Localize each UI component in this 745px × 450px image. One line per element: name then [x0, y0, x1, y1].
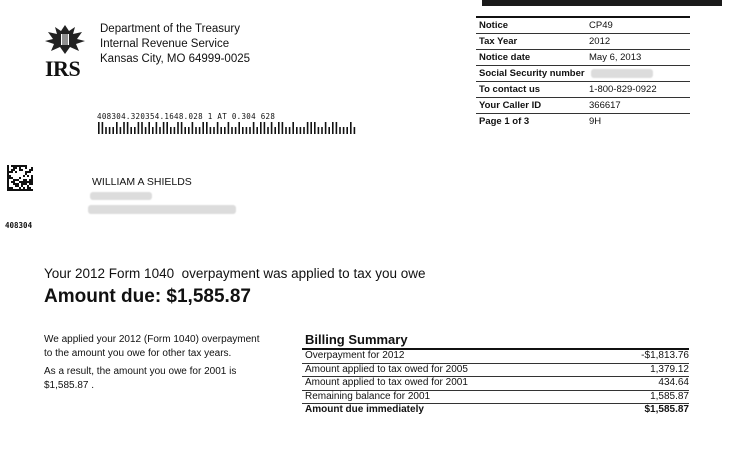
- matrix-cell: [11, 165, 13, 167]
- matrix-cell: [31, 189, 33, 191]
- matrix-cell: [27, 171, 29, 173]
- notice-info-row: [476, 98, 690, 114]
- billing-summary-title: Billing Summary: [302, 331, 689, 350]
- agency-line-3: Kansas City, MO 64999-0025: [100, 53, 251, 65]
- matrix-cell: [11, 171, 13, 173]
- barcode-bar: [159, 127, 161, 134]
- explanation-text: [44, 333, 269, 397]
- matrix-cell: [15, 165, 17, 167]
- barcode-bar: [109, 127, 111, 134]
- notice-headline: Your 2012 Form 1040 overpayment was applied to tax you owe: [44, 266, 426, 281]
- matrix-cell: [27, 181, 29, 183]
- barcode-bar: [98, 122, 100, 134]
- matrix-cell: [23, 187, 25, 189]
- matrix-cell: [7, 187, 9, 189]
- matrix-cell: [27, 187, 29, 189]
- billing-summary: [302, 331, 689, 417]
- matrix-cell: [29, 183, 31, 185]
- matrix-cell: [7, 175, 9, 177]
- notice-info-row: [476, 34, 690, 50]
- barcode-bar: [123, 122, 125, 134]
- barcode-bar: [285, 127, 287, 134]
- matrix-cell: [11, 169, 13, 171]
- matrix-cell: [25, 167, 27, 169]
- matrix-cell: [19, 189, 21, 191]
- matrix-cell: [29, 171, 31, 173]
- matrix-cell: [17, 179, 19, 181]
- notice-info-label: Notice date: [479, 52, 531, 63]
- notice-info-row: [476, 66, 690, 82]
- barcode-bar: [127, 122, 129, 134]
- barcode-bar: [192, 122, 194, 134]
- matrix-cell: [9, 177, 11, 179]
- matrix-cell: [7, 185, 9, 187]
- barcode-bar: [346, 127, 348, 134]
- matrix-cell: [17, 189, 19, 191]
- barcode-bar: [116, 122, 118, 134]
- matrix-cell: [17, 185, 19, 187]
- redacted-address-line-1: [90, 192, 152, 200]
- barcode-bar: [307, 122, 309, 134]
- notice-info-label: To contact us: [479, 84, 541, 95]
- barcode-bar: [310, 122, 312, 134]
- matrix-cell: [7, 167, 9, 169]
- side-reference-number: 408304: [5, 221, 33, 230]
- eagle-seal-icon: [42, 22, 88, 56]
- billing-row-label: Overpayment for 2012: [305, 350, 405, 361]
- billing-row-amount: 434.64: [658, 377, 689, 388]
- matrix-cell: [7, 179, 9, 181]
- matrix-cell: [31, 167, 33, 169]
- agency-line-2: Internal Revenue Service: [100, 38, 230, 50]
- matrix-cell: [31, 175, 33, 177]
- notice-info-value: 1-800-829-0922: [589, 84, 657, 95]
- billing-row: [302, 391, 689, 405]
- barcode-bar: [282, 122, 284, 134]
- matrix-cell: [9, 189, 11, 191]
- billing-row: [302, 364, 689, 378]
- barcode-bar: [181, 122, 183, 134]
- notice-info-label: Notice: [479, 20, 509, 31]
- matrix-cell: [25, 171, 27, 173]
- barcode-bar: [220, 127, 222, 134]
- barcode-bar: [350, 122, 352, 134]
- notice-info-value: May 6, 2013: [589, 52, 642, 63]
- matrix-cell: [23, 189, 25, 191]
- notice-info-label: Your Caller ID: [479, 100, 542, 111]
- matrix-cell: [31, 181, 33, 183]
- barcode-bar: [260, 122, 262, 134]
- notice-info-table: [476, 16, 690, 129]
- barcode-bar: [289, 127, 291, 134]
- matrix-cell: [25, 181, 27, 183]
- matrix-cell: [11, 177, 13, 179]
- barcode-bar: [231, 127, 233, 134]
- barcode-bar: [145, 127, 147, 134]
- matrix-cell: [15, 185, 17, 187]
- matrix-cell: [7, 189, 9, 191]
- barcode-bar: [274, 127, 276, 134]
- matrix-cell: [23, 175, 25, 177]
- barcode-number: 408304.320354.1648.028 1 AT 0.304 628: [97, 112, 276, 121]
- matrix-cell: [7, 165, 9, 167]
- barcode-bar: [321, 127, 323, 134]
- barcode-bar: [343, 127, 345, 134]
- matrix-cell: [31, 177, 33, 179]
- logo-text: IRS: [45, 56, 81, 81]
- barcode-bar: [314, 122, 316, 134]
- matrix-cell: [13, 167, 15, 169]
- matrix-cell: [29, 169, 31, 171]
- barcode-bar: [141, 122, 143, 134]
- barcode-bar: [303, 127, 305, 134]
- matrix-cell: [31, 183, 33, 185]
- billing-row: [302, 350, 689, 364]
- matrix-cell: [13, 181, 15, 183]
- barcode-bar: [242, 127, 244, 134]
- matrix-cell: [15, 171, 17, 173]
- barcode-bar: [238, 122, 240, 134]
- matrix-cell: [9, 175, 11, 177]
- notice-info-value: CP49: [589, 20, 613, 31]
- matrix-cell: [13, 165, 15, 167]
- matrix-cell: [17, 183, 19, 185]
- matrix-cell: [15, 167, 17, 169]
- matrix-cell: [21, 183, 23, 185]
- notice-info-row: [476, 50, 690, 66]
- matrix-cell: [23, 179, 25, 181]
- notice-info-value: 366617: [589, 100, 621, 111]
- matrix-cell: [25, 189, 27, 191]
- barcode-bar: [224, 127, 226, 134]
- barcode-bar: [235, 127, 237, 134]
- barcode-bar: [184, 127, 186, 134]
- barcode-bar: [296, 127, 298, 134]
- barcode-bar: [300, 127, 302, 134]
- billing-row-amount: 1,379.12: [650, 363, 689, 375]
- billing-row: [302, 377, 689, 391]
- barcode-bar: [339, 127, 341, 134]
- barcode-bar: [336, 122, 338, 134]
- redacted-address-line-2: [88, 205, 236, 214]
- irs-logo: [42, 22, 88, 81]
- matrix-cell: [7, 183, 9, 185]
- matrix-cell: [19, 181, 21, 183]
- barcode-bar: [264, 122, 266, 134]
- barcode-bar: [271, 122, 273, 134]
- agency-line-1: Department of the Treasury: [100, 23, 240, 35]
- matrix-cell: [31, 169, 33, 171]
- matrix-cell: [29, 179, 31, 181]
- barcode-bar: [217, 122, 219, 134]
- barcode-bar: [246, 127, 248, 134]
- matrix-cell: [7, 181, 9, 183]
- matrix-cell: [7, 173, 9, 175]
- redacted-ssn: [591, 69, 653, 78]
- matrix-cell: [25, 165, 27, 167]
- billing-total-row: [302, 404, 689, 417]
- matrix-cell: [21, 165, 23, 167]
- matrix-cell: [25, 173, 27, 175]
- barcode-bar: [210, 127, 212, 134]
- barcode-bar: [325, 122, 327, 134]
- postal-barcode: [97, 122, 359, 134]
- matrix-cell: [7, 177, 9, 179]
- barcode-bar: [199, 127, 201, 134]
- barcode-bar: [156, 122, 158, 134]
- notice-info-label: Tax Year: [479, 36, 518, 47]
- barcode-bar: [177, 122, 179, 134]
- matrix-cell: [27, 185, 29, 187]
- notice-info-label: Page 1 of 3: [479, 116, 530, 127]
- notice-info-value: 2012: [589, 36, 611, 47]
- barcode-bar: [332, 122, 334, 134]
- recipient-name: WILLIAM A SHIELDS: [92, 176, 192, 188]
- matrix-cell: [29, 181, 31, 183]
- matrix-cell: [19, 177, 21, 179]
- barcode-bar: [134, 127, 136, 134]
- matrix-cell: [19, 187, 21, 189]
- barcode-bar: [318, 127, 320, 134]
- billing-row-label: Amount applied to tax owed for 2005: [305, 363, 468, 375]
- barcode-bar: [152, 127, 154, 134]
- matrix-cell: [25, 179, 27, 181]
- billing-row-amount: -$1,813.76: [641, 350, 689, 361]
- matrix-cell: [15, 189, 17, 191]
- barcode-bar: [105, 127, 107, 134]
- matrix-cell: [9, 171, 11, 173]
- barcode-bar: [112, 127, 114, 134]
- matrix-cell: [23, 181, 25, 183]
- billing-total-amount: $1,585.87: [644, 404, 689, 415]
- matrix-cell: [9, 187, 11, 189]
- barcode-bar: [120, 127, 122, 134]
- barcode-bar: [188, 127, 190, 134]
- matrix-cell: [19, 169, 21, 171]
- matrix-cell: [15, 179, 17, 181]
- matrix-cell: [23, 183, 25, 185]
- barcode-bar: [354, 127, 356, 134]
- matrix-cell: [15, 183, 17, 185]
- matrix-cell: [29, 187, 31, 189]
- explanation-paragraph-2: As a result, the amount you owe for 2001 is $1,585.87 .: [44, 366, 237, 391]
- matrix-cell: [13, 189, 15, 191]
- notice-info-row: [476, 18, 690, 34]
- barcode-bar: [256, 127, 258, 134]
- barcode-bar: [102, 122, 104, 134]
- barcode-bar: [130, 127, 132, 134]
- barcode-bar: [166, 122, 168, 134]
- billing-row-amount: 1,585.87: [650, 390, 689, 402]
- agency-address: [100, 22, 250, 67]
- explanation-paragraph-1: We applied your 2012 (Form 1040) overpayment to the amount you owe for other tax years.: [44, 334, 260, 359]
- matrix-cell: [11, 187, 13, 189]
- notice-info-value: 9H: [589, 116, 602, 127]
- matrix-cell: [21, 185, 23, 187]
- matrix-cell: [19, 165, 21, 167]
- barcode-bar: [163, 122, 165, 134]
- barcode-bar: [267, 127, 269, 134]
- barcode-bar: [170, 127, 172, 134]
- barcode-bar: [213, 127, 215, 134]
- billing-row-label: Amount applied to tax owed for 2001: [305, 377, 468, 388]
- billing-row-label: Remaining balance for 2001: [305, 390, 431, 402]
- barcode-bar: [228, 122, 230, 134]
- notice-info-row: [476, 82, 690, 98]
- billing-total-label: Amount due immediately: [305, 404, 424, 415]
- matrix-cell: [19, 167, 21, 169]
- barcode-bar: [249, 127, 251, 134]
- barcode-bar: [138, 122, 140, 134]
- matrix-cell: [27, 189, 29, 191]
- barcode-bar: [292, 122, 294, 134]
- matrix-cell: [25, 183, 27, 185]
- matrix-cell: [13, 183, 15, 185]
- barcode-bar: [195, 127, 197, 134]
- barcode-bar: [148, 122, 150, 134]
- amount-due-heading: Amount due: $1,585.87: [44, 286, 251, 307]
- matrix-cell: [13, 179, 15, 181]
- barcode-bar: [278, 122, 280, 134]
- barcode-bar: [253, 122, 255, 134]
- redacted-header-strip: [482, 0, 722, 6]
- matrix-cell: [11, 189, 13, 191]
- barcode-bar: [328, 127, 330, 134]
- barcode-bar: [206, 122, 208, 134]
- matrix-cell: [27, 175, 29, 177]
- matrix-cell: [13, 169, 15, 171]
- notice-info-label: Social Security number: [479, 68, 585, 79]
- matrix-cell: [7, 169, 9, 171]
- matrix-cell: [21, 189, 23, 191]
- matrix-cell: [11, 181, 13, 183]
- datamatrix-code: [7, 165, 33, 191]
- matrix-cell: [7, 171, 9, 173]
- matrix-cell: [31, 179, 33, 181]
- notice-info-value: [589, 66, 690, 81]
- barcode-bar: [174, 127, 176, 134]
- matrix-cell: [17, 165, 19, 167]
- barcode-bar: [202, 122, 204, 134]
- matrix-cell: [21, 169, 23, 171]
- matrix-cell: [29, 189, 31, 191]
- matrix-cell: [23, 165, 25, 167]
- notice-info-row: [476, 114, 690, 129]
- matrix-cell: [21, 181, 23, 183]
